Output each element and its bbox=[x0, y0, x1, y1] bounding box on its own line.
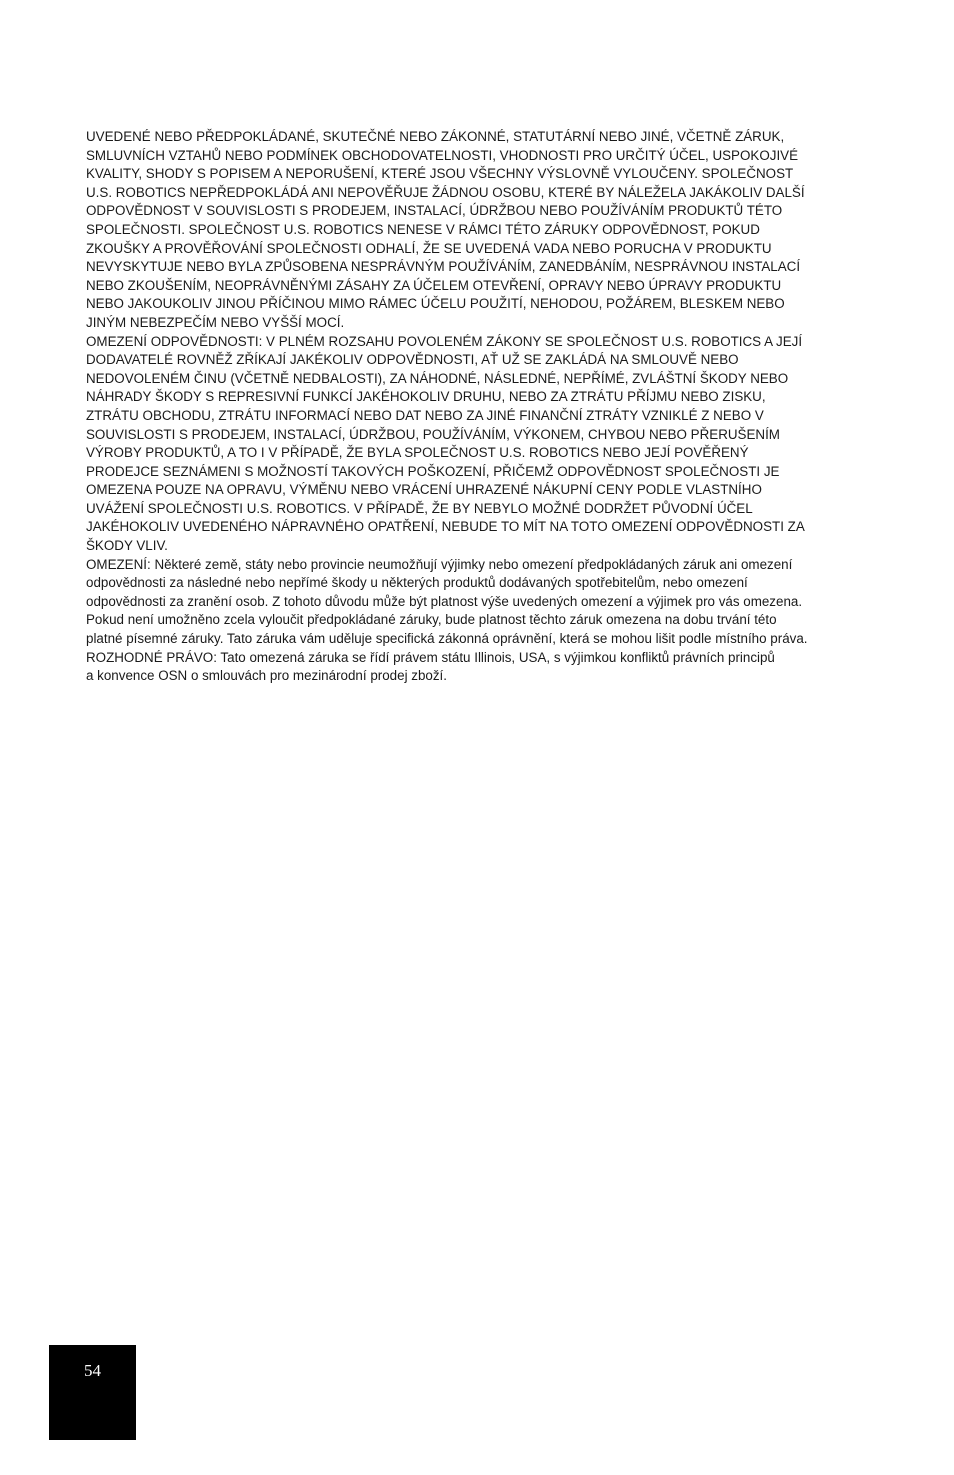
text-line: JAKÉHOKOLIV UVEDENÉHO NÁPRAVNÉHO OPATŘENÍ, NEBUDE TO MÍT NA TOTO OMEZENÍ ODPOVĚDNOSTI ZA bbox=[86, 519, 805, 535]
text-line: KVALITY, SHODY S POPISEM A NEPORUŠENÍ, KTERÉ JSOU VŠECHNY VÝSLOVNĚ VYLOUČENY. SPOLEČNOST bbox=[86, 166, 794, 182]
text-line: odpovědnosti za zranění osob. Z tohoto důvodu může být platnost výše uvedených omezení a výjimek pro vás omezena. bbox=[86, 593, 803, 609]
text-line: NEVYSKYTUJE NEBO BYLA ZPŮSOBENA NESPRÁVNÝM POUŽÍVÁNÍM, ZANEDBÁNÍM, NESPRÁVNOU INSTALACÍ bbox=[86, 259, 801, 275]
text-line: PRODEJCE SEZNÁMENI S MOŽNOSTÍ TAKOVÝCH POŠKOZENÍ, PŘIČEMŽ ODPOVĚDNOST SPOLEČNOSTI JE bbox=[86, 463, 780, 479]
text-line: Pokud není umožněno zcela vyloučit předpokládané záruky, bude platnost těchto záruk omezena na dobu trvání této bbox=[86, 612, 777, 628]
text-line: OMEZENÍ ODPOVĚDNOSTI: V PLNÉM ROZSAHU POVOLENÉM ZÁKONY SE SPOLEČNOST U.S. ROBOTICS A JEJÍ bbox=[86, 333, 803, 349]
text-line: DODAVATELÉ ROVNĚŽ ZŘÍKAJÍ JAKÉKOLIV ODPOVĚDNOSTI, AŤ UŽ SE ZAKLÁDÁ NA SMLOUVĚ NEBO bbox=[86, 352, 739, 368]
text-line: NEBO JAKOUKOLIV JINOU PŘÍČINOU MIMO RÁMEC ÚČELU POUŽITÍ, NEHODOU, POŽÁREM, BLESKEM NEBO bbox=[86, 296, 785, 312]
text-line: SOUVISLOSTI S PRODEJEM, INSTALACÍ, ÚDRŽBOU, POUŽÍVÁNÍM, VÝKONEM, CHYBOU NEBO PŘERUŠENÍM bbox=[86, 426, 780, 442]
text-line: OMEZENA POUZE NA OPRAVU, VÝMĚNU NEBO VRÁCENÍ UHRAZENÉ NÁKUPNÍ CENY PODLE VLASTNÍHO bbox=[86, 482, 762, 498]
text-line: NEBO ZKOUŠENÍM, NEOPRÁVNĚNÝMI ZÁSAHY ZA ÚČELEM OTEVŘENÍ, OPRAVY NEBO ÚPRAVY PRODUKTU bbox=[86, 277, 782, 293]
text-line: UVEDENÉ NEBO PŘEDPOKLÁDANÉ, SKUTEČNÉ NEBO ZÁKONNÉ, STATUTÁRNÍ NEBO JINÉ, VČETNĚ ZÁRUK, bbox=[86, 129, 785, 144]
text-line: UVÁŽENÍ SPOLEČNOSTI U.S. ROBOTICS. V PŘÍPADĚ, ŽE BY NEBYLO MOŽNÉ DODRŽET PŮVODNÍ ÚČEL bbox=[86, 500, 753, 516]
text-line: platné písemné záruky. Tato záruka vám uděluje specifická zákonná oprávnění, která se mohou lišit podle místního práva. bbox=[86, 631, 808, 647]
text-line: ODPOVĚDNOST V SOUVISLOSTI S PRODEJEM, INSTALACÍ, ÚDRŽBOU NEBO POUŽÍVÁNÍM PRODUKTŮ TÉTO bbox=[86, 203, 783, 219]
text-line: VÝROBY PRODUKTŮ, A TO I V PŘÍPADĚ, ŽE BYLA SPOLEČNOST U.S. ROBOTICS NEBO JEJÍ POVĚŘENÝ bbox=[86, 445, 749, 461]
text-line: ZKOUŠKY A PROVĚŘOVÁNÍ SPOLEČNOSTI ODHALÍ, ŽE SE UVEDENÁ VADA NEBO PORUCHA V PRODUKTU bbox=[86, 240, 772, 256]
page-number: 54 bbox=[84, 1361, 101, 1380]
text-line: SMLUVNÍCH VZTAHŮ NEBO PODMÍNEK OBCHODOVATELNOSTI, VHODNOSTI PRO URČITÝ ÚČEL, USPOKOJIVÉ bbox=[86, 147, 799, 163]
text-line: JINÝM NEBEZPEČÍM NEBO VYŠŠÍ MOCÍ. bbox=[86, 314, 345, 330]
text-line: NEDOVOLENÉM ČINU (VČETNĚ NEDBALOSTI), ZA NÁHODNÉ, NÁSLEDNÉ, NEPŘÍMÉ, ZVLÁŠTNÍ ŠKODY NEBO bbox=[86, 370, 789, 386]
text-line: ŠKODY VLIV. bbox=[86, 538, 168, 554]
text-line: OMEZENÍ: Některé země, státy nebo provincie neumožňují výjimky nebo omezení předpokládaných záruk ani omezení bbox=[86, 556, 793, 572]
warranty-text-body bbox=[86, 128, 876, 686]
text-line: SPOLEČNOSTI. SPOLEČNOST U.S. ROBOTICS NENESE V RÁMCI TÉTO ZÁRUKY ODPOVĚDNOST, POKUD bbox=[86, 221, 760, 237]
text-line: odpovědnosti za následné nebo nepřímé škody u některých produktů dodávaných spotřebitelům, nebo omezení bbox=[86, 575, 748, 591]
text-line: a konvence OSN o smlouvách pro mezinárodní prodej zboží. bbox=[86, 668, 447, 684]
text-line: ROZHODNÉ PRÁVO: Tato omezená záruka se řídí právem státu Illinois, USA, s výjimkou konfliktů právních principů bbox=[86, 649, 775, 665]
text-line: NÁHRADY ŠKODY S REPRESIVNÍ FUNKCÍ JAKÉHOKOLIV DRUHU, NEBO ZA ZTRÁTU PŘÍJMU NEBO ZISKU, bbox=[86, 389, 766, 405]
text-line: U.S. ROBOTICS NEPŘEDPOKLÁDÁ ANI NEPOVĚŘUJE ŽÁDNOU OSOBU, KTERÉ BY NÁLEŽELA JAKÁKOLIV DALŠÍ bbox=[86, 184, 805, 200]
page-number-box bbox=[49, 1345, 136, 1440]
text-line: ZTRÁTU OBCHODU, ZTRÁTU INFORMACÍ NEBO DAT NEBO ZA JINÉ FINANČNÍ ZTRÁTY VZNIKLÉ Z NEBO V bbox=[86, 407, 764, 423]
